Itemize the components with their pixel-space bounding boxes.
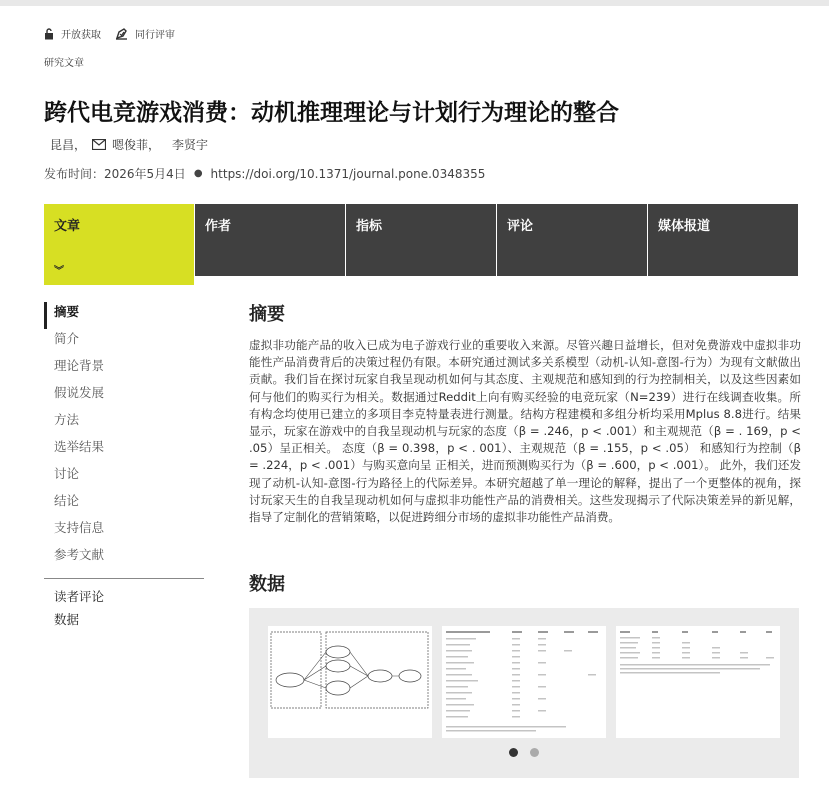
nav-item-discussion[interactable]: 讨论: [54, 466, 80, 481]
top-bar: [0, 0, 829, 6]
author-name[interactable]: 李贤宇: [172, 138, 209, 152]
publication-meta: [44, 165, 485, 182]
nav-item-conclusion[interactable]: 结论: [54, 493, 80, 508]
unlock-icon: [44, 28, 54, 40]
nav-item-abstract[interactable]: 摘要: [44, 302, 204, 329]
open-access-label: 开放获取: [61, 30, 101, 41]
chevron-down-icon: ︾: [54, 266, 64, 277]
figure-carousel: [249, 608, 799, 778]
tab-comments[interactable]: 评论: [497, 204, 647, 276]
page-title: 跨代电竞游戏消费：动机推理理论与计划行为理论的整合: [44, 100, 619, 126]
peer-review-label: 同行评审: [135, 30, 175, 41]
pen-check-icon: [115, 27, 128, 40]
nav-item-introduction[interactable]: 简介: [54, 331, 80, 346]
carousel-pagination: [249, 748, 799, 757]
figures-heading: 数据: [249, 574, 285, 595]
abstract-heading: 摘要: [249, 304, 285, 325]
nav-divider: [44, 578, 204, 579]
figure-thumbnail[interactable]: [442, 626, 606, 738]
author-name[interactable]: 嗯俊菲，: [112, 138, 161, 152]
tab-article[interactable]: 文章 ︾: [44, 204, 194, 285]
email-icon[interactable]: [92, 139, 106, 150]
nav-item-supporting-info[interactable]: 支持信息: [54, 520, 105, 535]
tab-media-coverage[interactable]: 媒体报道: [648, 204, 798, 276]
article-type: 研究文章: [44, 58, 84, 69]
author-list: [50, 136, 212, 153]
tab-authors[interactable]: 作者: [195, 204, 345, 276]
peer-review-badge[interactable]: [115, 26, 175, 41]
nav-item-background[interactable]: 理论背景: [54, 358, 105, 373]
tab-metrics[interactable]: 指标: [346, 204, 496, 276]
author-name[interactable]: 昆昌，: [50, 138, 87, 152]
open-access-badge[interactable]: [44, 26, 101, 41]
nav-item-reader-comments[interactable]: 读者评论: [54, 589, 105, 604]
nav-item-results[interactable]: 选举结果: [54, 439, 105, 454]
section-nav: [44, 302, 204, 633]
article-badges: [44, 26, 189, 41]
published-date: 发布时间：2026年5月4日: [44, 167, 186, 181]
doi-link[interactable]: https://doi.org/10.1371/journal.pone.0348355: [210, 166, 486, 181]
article-tabs: [44, 204, 799, 285]
nav-item-hypotheses[interactable]: 假说发展: [54, 385, 105, 400]
abstract-text: 虚拟非功能产品的收入已成为电子游戏行业的重要收入来源。尽管兴趣日益增长，但对免费游戏中虚拟非功能性产品消费背后的决策过程仍有限。本研究通过测试多关系模型（动机-认知-意图-行为）为现有文献做出贡献。我们旨在探讨玩家自我呈现动机如何与其态度、主观规范和感知到的行为控制相关，以及这些因素如何与他们的购买行为相关。数据通过Reddit上向有购买经验的电竞玩家（N=239）进行在线调查收集。所有构念均使用已建立的多项目李克特量表进行测量。结构方程建模和多组分析均采用Mplus 8.8进行。结果显示，玩家在游戏中的自我呈现动机与玩家的态度（β = .246，p < .001）和主观规范（β = . 169，p < .05）呈正相关。 态度（β = 0.398，p < . 001）、主观规范（β = .155，p < .05） 和感知行为控制（β = .224，p < .001）与购买意向呈 正相关，进而预测购买行为（β = .600，p < .001）。 此外，我们还发现了动机-认知-意图-行为路径上的代际差异。本研究超越了单一理论的解释，提出了一个更整体的视角，探讨玩家天生的自我呈现动机如何与虚拟非功能性产品的消费相关。这些发现揭示了代际决策差异的新见解，指导了定制化的营销策略，以促进跨细分市场的虚拟非功能性产品消费。: [249, 338, 801, 525]
figure-thumbnail[interactable]: [616, 626, 780, 738]
separator-dot: ●: [193, 168, 203, 179]
nav-item-references[interactable]: 参考文献: [54, 547, 105, 562]
nav-item-figures[interactable]: 数据: [54, 612, 80, 627]
figure-thumbnail[interactable]: [268, 626, 432, 738]
carousel-dot[interactable]: [509, 748, 518, 757]
nav-item-methods[interactable]: 方法: [54, 412, 80, 427]
carousel-dot[interactable]: [530, 748, 539, 757]
